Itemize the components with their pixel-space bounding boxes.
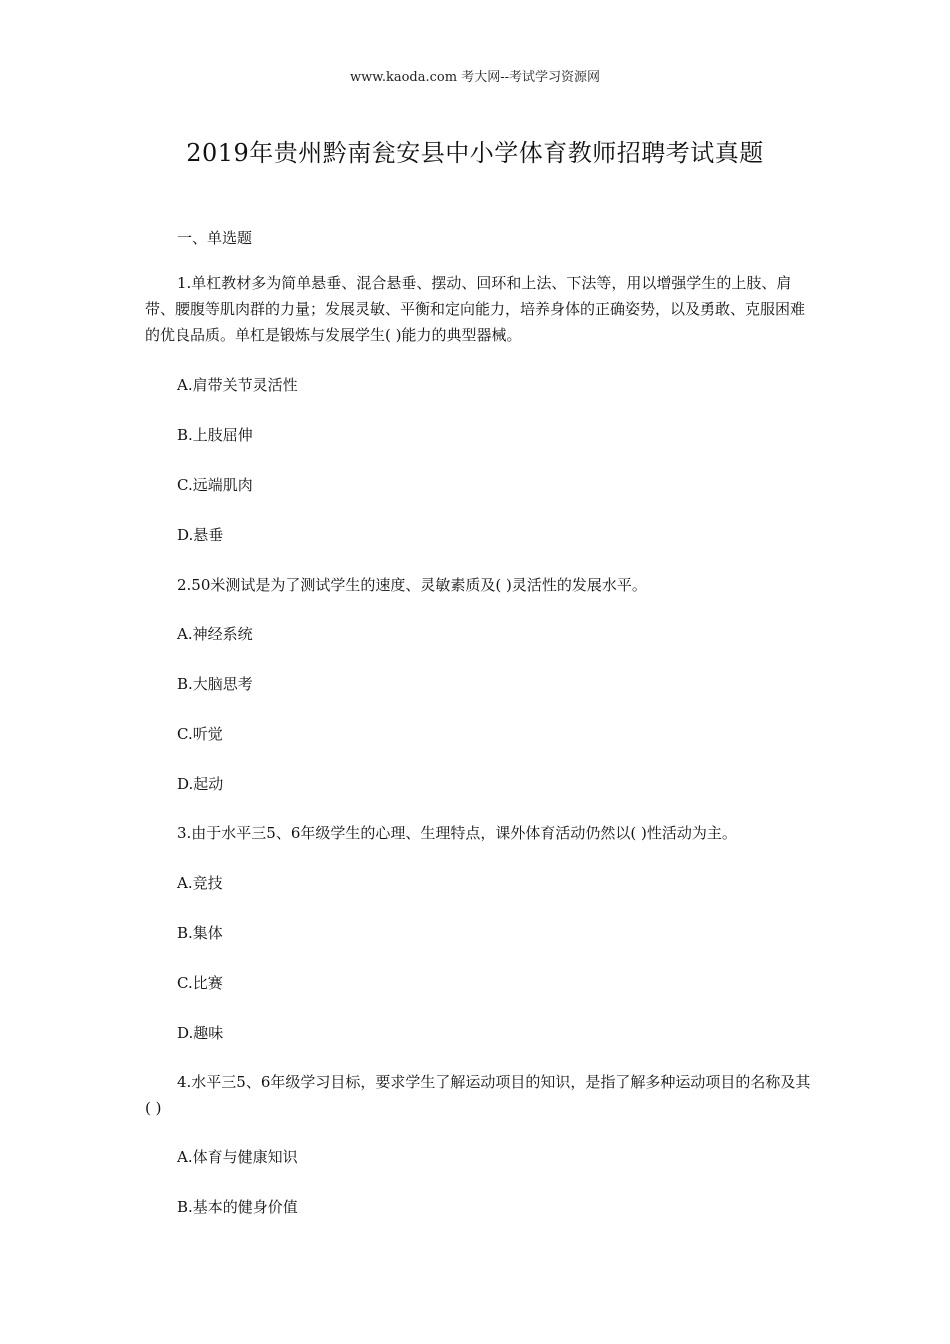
question-3-option-b: B.集体 [177,924,223,942]
question-2-option-d: D.起动 [177,775,224,793]
question-3-stem: 3.由于水平三5、6年级学生的心理、生理特点，课外体育活动仍然以( )性活动为主。 [177,824,737,842]
question-1-stem: 1.单杠教材多为简单悬垂、混合悬垂、摆动、回环和上法、下法等，用以增强学生的上肢、肩带、腰腹等肌肉群的力量；发展灵敏、平衡和定向能力，培养身体的正确姿势，以及勇敢、克服困难的优良品质。单杠是锻炼与发展学生( )能力的典型器械。 [145,274,806,344]
question-4-option-b: B.基本的健身价值 [177,1198,298,1216]
question-4-stem: 4.水平三5、6年级学习目标，要求学生了解运动项目的知识，是指了解多种运动项目的名称及其( ) [145,1073,811,1117]
question-2-option-c: C.听觉 [177,725,223,743]
section-heading: 一、单选题 [177,229,253,247]
question-1-option-c: C.远端肌肉 [177,476,253,494]
question-3-option-a: A.竞技 [177,874,223,892]
question-1-option-b: B.上肢屈伸 [177,426,253,444]
question-1-option-d: D.悬垂 [177,526,224,544]
question-3-option-c: C.比赛 [177,974,223,992]
question-2-stem: 2.50米测试是为了测试学生的速度、灵敏素质及( )灵活性的发展水平。 [177,576,647,594]
document-title: 2019年贵州黔南瓮安县中小学体育教师招聘考试真题 [186,139,764,167]
question-4-option-a: A.体育与健康知识 [177,1148,298,1166]
question-3-option-d: D.趣味 [177,1024,224,1042]
question-2-option-a: A.神经系统 [177,625,253,643]
site-header: www.kaoda.com 考大网--考试学习资源网 [350,70,600,85]
question-2-option-b: B.大脑思考 [177,675,253,693]
question-1-option-a: A.肩带关节灵活性 [177,376,298,394]
